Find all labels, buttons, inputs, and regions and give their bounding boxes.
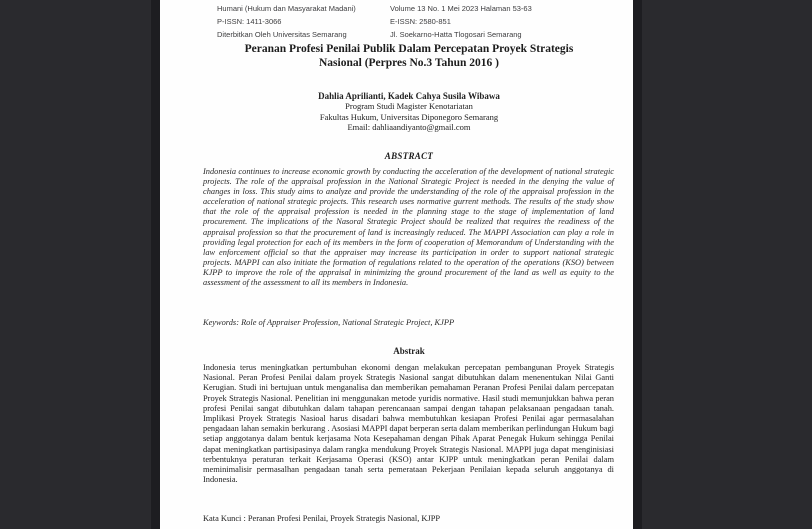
page-right-shadow [633,0,642,529]
keywords-line: Keywords: Role of Appraiser Profession, National Strategic Project, KJPP [203,318,455,327]
journal-address: Jl. Soekarno-Hatta Tlogosari Semarang [390,30,522,39]
abstract-body-indonesian: Indonesia terus meningkatkan pertumbuhan ekonomi dengan melakukan percepatan pembangunan Proyek Strategis Nasional. Peran Profesi Penilai dalam proyek Strategis Nasional sangat dibutuhkan dalam menenentukan Nilai Ganti Kerugian. Studi ini bertujuan untuk menganalisa dan memberikan pemahaman Peranan Profesi Penilai dalam percepatan Proyek Strategis Nasional. Penelitian ini menggunakan metode yuridis normative. Hasil studi memunjukkan bahwa peran profesi Penilai sangat dibutuhkan dalam tahapan perencanaan sampai dengan tahapan pelaksanaan pengadaan tanah. Implikasi Proyek Strategis Nasioal harus disadari bahwa membutuhkan kesiapan Profesi Penilai agar permasalahan pengadaan lahan semakin berkurang . Asosiasi MAPPI dapat berperan serta dalam memberikan perlindungan Hukum bagi setiap anggotanya dalam bentuk kerjasama Nota Kesepahaman dengan Pihak Aparat Penegak Hukum sehingga Penilai dapat meningkatkan partisipasinya dalam rangka mendukung Proyek Strategis Nasional. MAPPI juga dapat menginisiasi terbentuknya peraturan terkait Kerjasama Operasi (KSO) antar KJPP untuk meningkatkan peran Penilai dalam meminimalisir permasalhan pengadaan tanah serta pemerataan Pekerjaan Penilaian kepada seluruh anggotanya di Indonesia. [203,363,614,485]
journal-volume-info: Volume 13 No. 1 Mei 2023 Halaman 53-63 [390,4,532,13]
author-program: Program Studi Magister Kenotariatan [345,101,473,112]
paper-title [203,43,615,70]
journal-eissn: E-ISSN: 2580-851 [390,17,451,26]
paper-title-text: Peranan Profesi Penilai Publik Dalam Percepatan Proyek Strategis Nasional (Perpres No.3 Tahun 2016 ) [244,43,574,69]
abstrak-heading: Abstrak [393,346,425,356]
journal-header-left [217,2,385,41]
journal-publisher: Diterbitkan Oleh Universitas Semarang [217,30,347,39]
author-names: Dahlia Aprilianti, Kadek Cahya Susila Wibawa [318,91,500,101]
document-page [160,0,633,529]
journal-header-right [390,2,590,41]
kata-kunci-line: Kata Kunci : Peranan Profesi Penilai, Proyek Strategis Nasional, KJPP [203,514,441,523]
page-left-shadow [151,0,160,529]
abstract-heading: ABSTRACT [384,151,434,161]
journal-name: Humani (Hukum dan Masyarakat Madani) [217,4,356,13]
author-email: Email: dahliaandiyanto@gmail.com [347,121,471,132]
authors-block [203,91,615,132]
author-faculty: Fakultas Hukum, Universitas Diponegoro Semarang [319,111,499,122]
abstract-body-english: Indonesia continues to increase economic growth by conducting the acceleration of the development of national strategic projects. The role of the appraisal profession in the National Strategic Project is needed in the denying the value of changes in loss. This study aims to analyze and provide the understanding of the role of the appraisal profession in the acceleration of national strategic projects. This research uses normative gurrent methods. The results of the study show that the role of the appraisal profession is needed in the planning stage to the stage of implementation of land procurement. The implications of the Nasoral Strategic Project should be realized that requires the readiness of the appraisal profession so that the procurement of land is increasingly reduced. The MAPPI Association can play a role in providing legal protection for each of its members in the form of cooperation of Memorandum of Understanding with the law enforcement official so that the appraiser may increase its participation in order to support national strategic projects. MAPPI can also initiate the formation of regulations related to the operation of the operations (KSO) between KJPP to improve the role of the appraisal in minimizing the ground procurement of the land as well as equity to the assessment of the assessment to all its members in Indonesia. [203,167,614,288]
journal-pissn: P-ISSN: 1411-3066 [217,17,282,26]
